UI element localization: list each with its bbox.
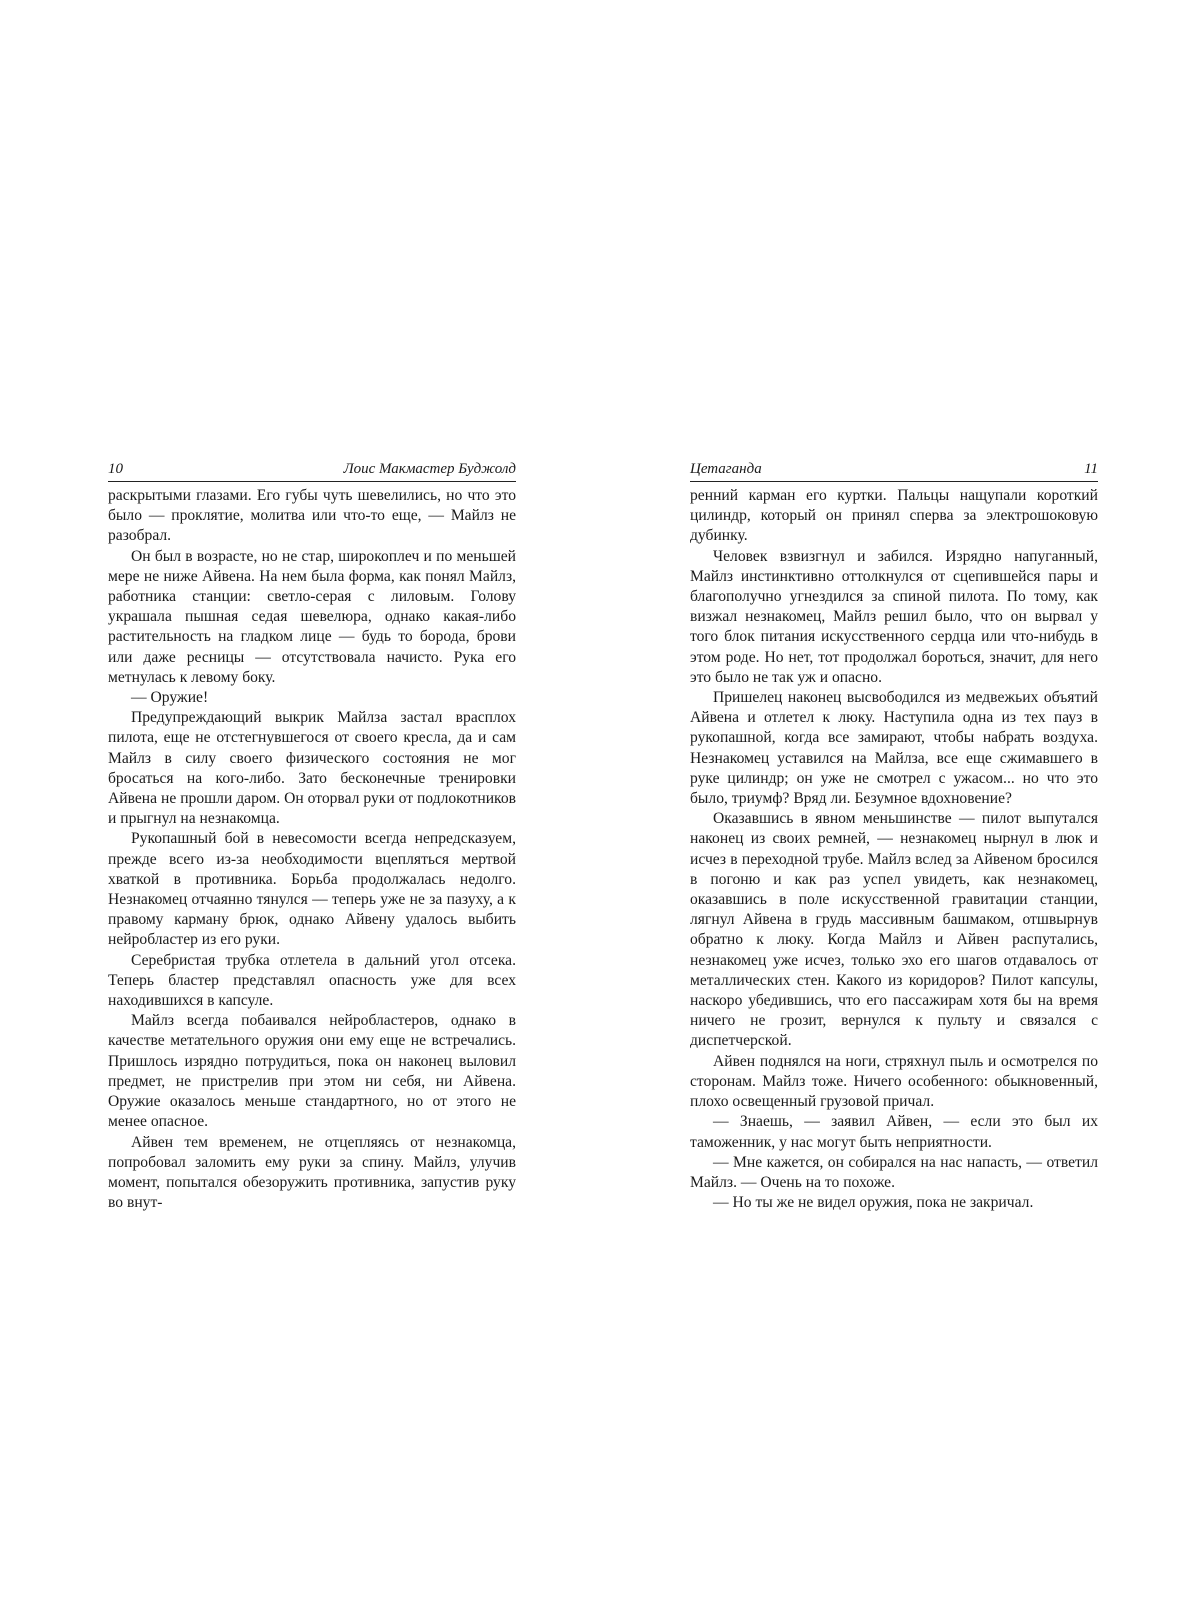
left-page-number: 10 [108, 461, 123, 477]
paragraph: раскрытыми глазами. Его губы чуть шевелились, но что это было — проклятие, молитва или что-то еще, — Майлз не разобрал. [108, 487, 516, 545]
paragraph: Пришелец наконец высвободился из медвежьих объятий Айвена и отлетел к люку. Наступила одна из тех пауз в рукопашной, когда все замирают, чтобы набрать воздуха. Незнакомец уставился на Майлза, все еще сжимавшего в руке цилиндр; он уже не смотрел с ужасом... но что это было, триумф? Вряд ли. Безумное вдохновение? [690, 689, 1098, 808]
paragraph: Рукопашный бой в невесомости всегда непредсказуем, прежде всего из-за необходимости вцепляться мертвой хваткой в противника. Борьба продолжалась недолго. Незнакомец отчаянно тянулся — теперь уже не за пазуху, а к правому карману брюк, однако Айвену удалось выбить нейробластер из его руки. [108, 830, 516, 949]
paragraph: Человек взвизгнул и забился. Изрядно напуганный, Майлз инстинктивно оттолкнулся от сцепившейся пары и благополучно угнездился за спиной пилота. По тому, как визжал незнакомец, Майлз решил было, что он вырвал у того блок питания искусственного сердца или что-нибудь в этом роде. Но нет, тот продолжал бороться, значит, для него это было не так уж и опасно. [690, 547, 1098, 686]
left-body-text [108, 486, 516, 1213]
right-page [690, 459, 1098, 1213]
paragraph: Предупреждающий выкрик Майлза застал врасплох пилота, еще не отстегнувшегося от своего кресла, да и сам Майлз в силу своего физического состояния не мог бросаться на кого-либо. Зато бесконечные тренировки Айвена не прошли даром. Он оторвал руки от подлокотников и прыгнул на незнакомца. [108, 709, 516, 828]
paragraph: — Оружие! [131, 689, 209, 707]
paragraph: — Мне кажется, он собирался на нас напасть, — ответил Майлз. — Очень на то похоже. [690, 1153, 1098, 1191]
paragraph: — Но ты же не видел оружия, пока не закричал. [713, 1194, 1034, 1212]
paragraph: Майлз всегда побаивался нейробластеров, однако в качестве метательного оружия они ему еще не встречались. Пришлось изрядно потрудиться, пока он наконец выловил предмет, не пристрелив при этом ни себя, ни Айвена. Оружие оказалось меньше стандартного, но от этого не менее опасное. [108, 1012, 516, 1131]
paragraph: Серебристая трубка отлетела в дальний угол отсека. Теперь бластер представлял опасность уже для всех находившихся в капсуле. [108, 951, 516, 1010]
right-body-text [690, 486, 1098, 1213]
paragraph: ренний карман его куртки. Пальцы нащупали короткий цилиндр, который он принял сперва за электрошоковую дубинку. [690, 487, 1098, 545]
left-running-title: Лоис Макмастер Буджолд [343, 461, 516, 477]
paragraph: — Знаешь, — заявил Айвен, — если это был их таможенник, у нас могут быть неприятности. [690, 1113, 1098, 1151]
left-running-head [108, 459, 516, 482]
paragraph: Он был в возрасте, но не стар, широкоплеч и по меньшей мере не ниже Айвена. На нем была форма, как понял Майлз, работника станции: светло-серая с лиловым. Голову украшала пышная седая шевелюра, однако какая-либо растительность на гладком лице — будь то борода, брови или даже ресницы — отсутствовала начисто. Рука его метнулась к левому боку. [108, 547, 516, 686]
paragraph: Айвен тем временем, не отцепляясь от незнакомца, попробовал заломить ему руки за спину. Майлз, улучив момент, попытался обезоружить противника, запустив руку во внут- [108, 1133, 516, 1212]
right-page-number: 11 [1084, 461, 1098, 477]
paragraph: Оказавшись в явном меньшинстве — пилот выпутался наконец из своих ремней, — незнакомец нырнул в люк и исчез в переходной трубе. Майлз вслед за Айвеном бросился в погоню и как раз успел увидеть, как незнакомец, оказавшись в поле искусственной гравитации станции, лягнул Айвена в грудь массивным башмаком, отшвырнув обратно к люку. Когда Майлз и Айвен распутались, незнакомец уже исчез, только эхо его шагов отдавалось от металлических стен. Какого из коридоров? Пилот капсулы, наскоро убедившись, что его пассажирам хотя бы на время ничего не грозит, вернулся к пульту и связался с диспетчерской. [690, 810, 1098, 1050]
right-running-title: Цетаганда [690, 461, 762, 477]
left-page [108, 459, 516, 1213]
paragraph: Айвен поднялся на ноги, стряхнул пыль и осмотрелся по сторонам. Майлз тоже. Ничего особенного: обыкновенный, плохо освещенный грузовой причал. [690, 1052, 1098, 1111]
right-running-head [690, 459, 1098, 482]
